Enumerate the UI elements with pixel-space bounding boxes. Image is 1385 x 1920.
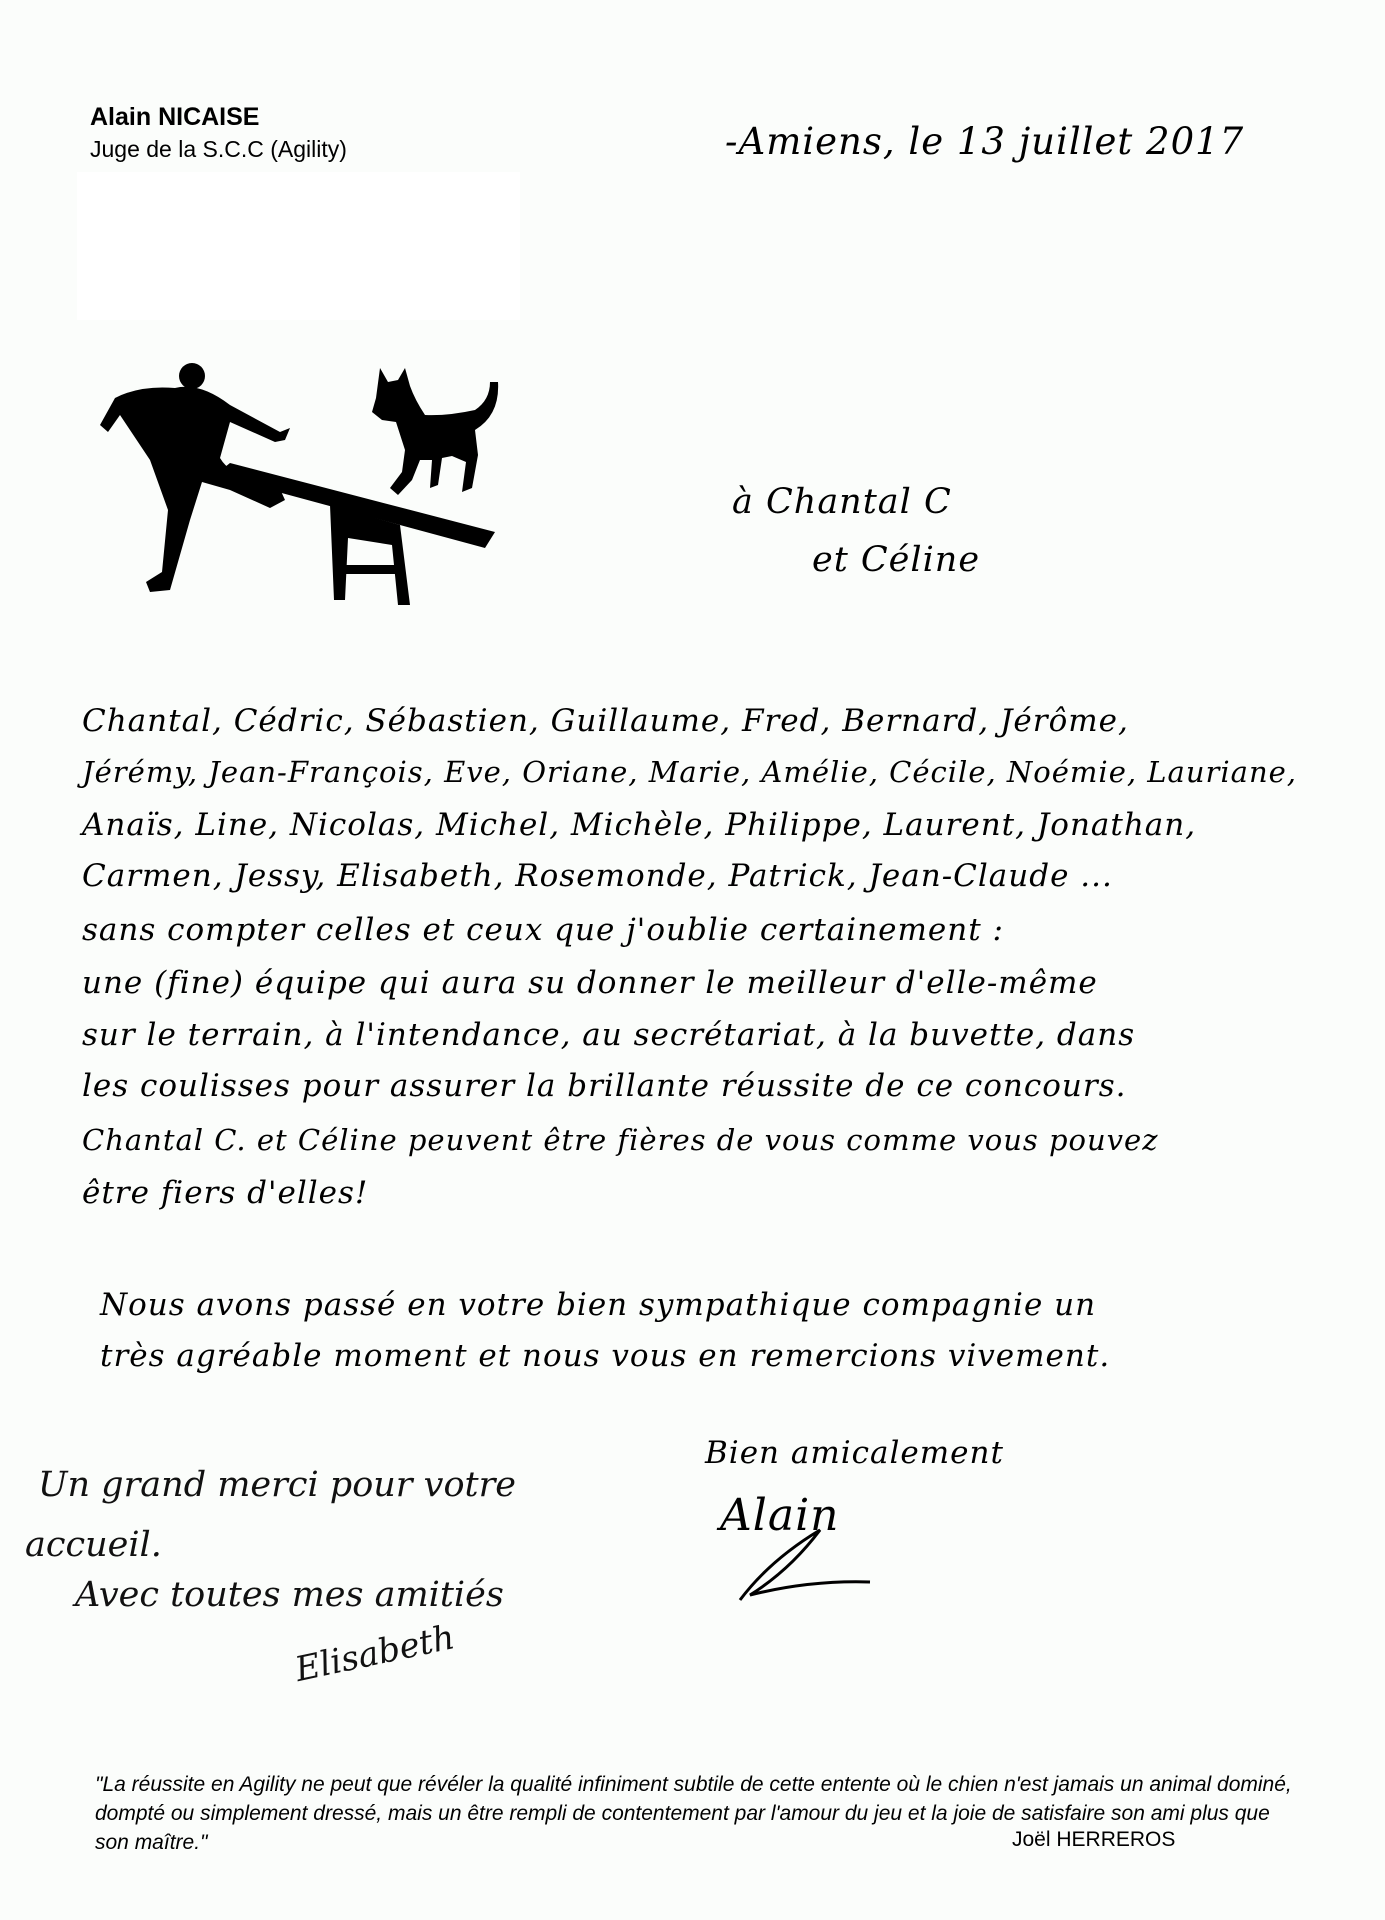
note-line: Avec toutes mes amitiés [75,1575,504,1615]
closing: Bien amicalement [705,1435,1004,1471]
redacted-address-block [77,172,520,320]
agility-logo-icon [80,360,520,610]
note-line: Un grand merci pour votre [38,1465,517,1505]
recipient-line-2: et Céline [812,540,981,580]
quote-author: Joël HERREROS [1012,1828,1176,1851]
body-line: Jérémy, Jean-François, Eve, Oriane, Marie, Amélie, Cécile, Noémie, Lauriane, [82,755,1298,789]
signature-flourish-icon [730,1520,880,1610]
body-line: les coulisses pour assurer la brillante réussite de ce concours. [82,1068,1127,1104]
dog-silhouette [372,368,498,495]
note-line: accueil. [25,1525,162,1565]
body-line: sur le terrain, à l'intendance, au secrétariat, à la buvette, dans [82,1017,1136,1053]
body-line: sans compter celles et ceux que j'oublie certainement : [82,912,1004,948]
sender-role: Juge de la S.C.C (Agility) [90,136,347,162]
sender-signature: Alain [720,1490,840,1541]
body-line: Anaïs, Line, Nicolas, Michel, Michèle, Philippe, Laurent, Jonathan, [82,807,1197,843]
body-line: Chantal C. et Céline peuvent être fières de vous comme vous pouvez [82,1123,1159,1157]
body-line: Carmen, Jessy, Elisabeth, Rosemonde, Patrick, Jean-Claude ... [82,858,1113,894]
body-line: être fiers d'elles! [82,1175,369,1211]
recipient-line-1: à Chantal C [732,482,952,522]
body-line: une (fine) équipe qui aura su donner le meilleur d'elle-même [82,965,1098,1001]
body-line: Nous avons passé en votre bien sympathique compagnie un [100,1287,1097,1323]
body-line: Chantal, Cédric, Sébastien, Guillaume, Fred, Bernard, Jérôme, [82,703,1129,739]
handler-head [179,363,205,389]
place-and-date: -Amiens, le 13 juillet 2017 [725,120,1245,163]
agility-quote: "La réussite en Agility ne peut que révéler la qualité infiniment subtile de cette entente où le chien n'est jamais un animal dominé, dompté ou simplement dressé, mais un être rempli de contentement par l'amour du jeu et la joie de satisfaire son ami plus que son maître." [95,1773,1292,1854]
note-signature: Elisabeth [291,1617,459,1690]
body-line: très agréable moment et nous vous en remercions vivement. [100,1338,1111,1374]
handler-body [100,387,290,592]
sender-name: Alain NICAISE [90,103,260,131]
